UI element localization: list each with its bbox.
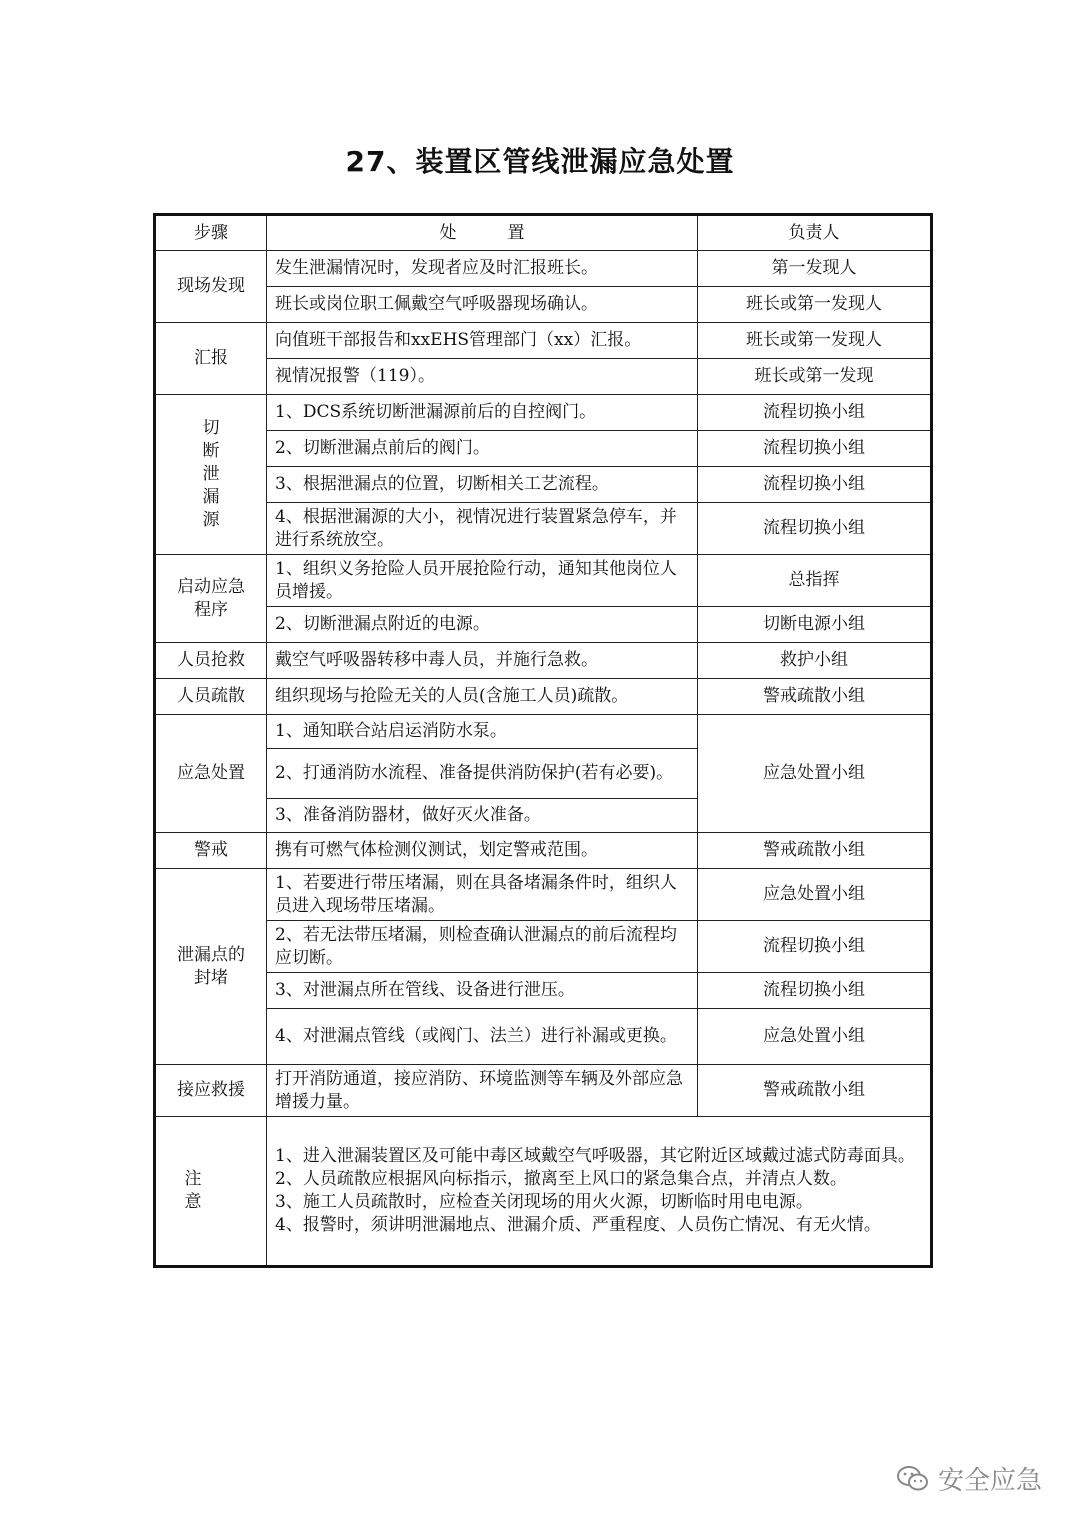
action-cell: 视情况报警（119）。 xyxy=(267,359,698,395)
owner-cell: 流程切换小组 xyxy=(698,973,932,1009)
note-item: 3、施工人员疏散时，应检查关闭现场的用火火源，切断临时用电电源。 xyxy=(275,1192,813,1212)
notes-row xyxy=(155,1117,932,1267)
action-cell: 2、若无法带压堵漏，则检查确认泄漏点的前后流程均应切断。 xyxy=(267,921,698,973)
owner-cell: 流程切换小组 xyxy=(698,431,932,467)
owner-cell: 警戒疏散小组 xyxy=(698,1065,932,1117)
page-title: 27、装置区管线泄漏应急处置 xyxy=(345,145,735,178)
wechat-icon xyxy=(896,1465,930,1493)
owner-cell: 班长或第一发现 xyxy=(698,359,932,395)
table-row xyxy=(155,467,932,503)
step-cell-vertical xyxy=(155,395,267,555)
table-row xyxy=(155,431,932,467)
action-cell: 戴空气呼吸器转移中毒人员，并施行急救。 xyxy=(267,643,698,679)
owner-cell: 流程切换小组 xyxy=(698,467,932,503)
step-cell: 启动应急程序 xyxy=(155,555,267,643)
header-owner: 负责人 xyxy=(698,215,932,251)
owner-cell: 救护小组 xyxy=(698,643,932,679)
action-cell: 组织现场与抢险无关的人员(含施工人员)疏散。 xyxy=(267,679,698,715)
owner-cell: 流程切换小组 xyxy=(698,503,932,555)
table-row xyxy=(155,679,932,715)
vertical-char: 泄 xyxy=(202,464,220,484)
vertical-char: 切 xyxy=(202,418,220,438)
table-row xyxy=(155,555,932,607)
action-cell: 3、准备消防器材，做好灭火准备。 xyxy=(267,799,698,833)
owner-cell: 第一发现人 xyxy=(698,251,932,287)
watermark xyxy=(896,1460,1042,1497)
note-item: 1、进入泄漏装置区及可能中毒区域戴空气呼吸器，其它附近区域戴过滤式防毒面具。 xyxy=(275,1146,915,1166)
owner-cell: 流程切换小组 xyxy=(698,921,932,973)
action-cell: 3、对泄漏点所在管线、设备进行泄压。 xyxy=(267,973,698,1009)
action-cell: 2、打通消防水流程、准备提供消防保护(若有必要)。 xyxy=(267,749,698,799)
table-row xyxy=(155,607,932,643)
action-cell: 发生泄漏情况时，发现者应及时汇报班长。 xyxy=(267,251,698,287)
table-row xyxy=(155,715,932,749)
table-row xyxy=(155,1065,932,1117)
step-cell: 人员疏散 xyxy=(155,679,267,715)
vertical-char: 断 xyxy=(202,441,220,461)
owner-cell: 应急处置小组 xyxy=(698,869,932,921)
action-cell: 1、通知联合站启运消防水泵。 xyxy=(267,715,698,749)
note-item: 2、人员疏散应根据风向标指示，撤离至上风口的紧急集合点，并清点人数。 xyxy=(275,1169,847,1189)
owner-cell: 班长或第一发现人 xyxy=(698,287,932,323)
action-cell: 4、对泄漏点管线（或阀门、法兰）进行补漏或更换。 xyxy=(267,1009,698,1065)
step-cell: 泄漏点的封堵 xyxy=(155,869,267,1065)
notes-cell xyxy=(267,1117,932,1267)
owner-cell: 应急处置小组 xyxy=(698,715,932,833)
action-cell: 向值班干部报告和xxEHS管理部门（xx）汇报。 xyxy=(267,323,698,359)
owner-cell: 切断电源小组 xyxy=(698,607,932,643)
header-action: 处 置 xyxy=(267,215,698,251)
table-row xyxy=(155,869,932,921)
note-item: 4、报警时，须讲明泄漏地点、泄漏介质、严重程度、人员伤亡情况、有无火情。 xyxy=(275,1215,881,1235)
action-cell: 4、根据泄漏源的大小，视情况进行装置紧急停车，并进行系统放空。 xyxy=(267,503,698,555)
header-step: 步骤 xyxy=(155,215,267,251)
action-cell: 1、DCS系统切断泄漏源前后的自控阀门。 xyxy=(267,395,698,431)
table-row xyxy=(155,643,932,679)
table-row xyxy=(155,503,932,555)
owner-cell: 警戒疏散小组 xyxy=(698,833,932,869)
action-cell: 班长或岗位职工佩戴空气呼吸器现场确认。 xyxy=(267,287,698,323)
step-cell: 汇报 xyxy=(155,323,267,395)
owner-cell: 班长或第一发现人 xyxy=(698,323,932,359)
action-cell: 1、组织义务抢险人员开展抢险行动，通知其他岗位人员增援。 xyxy=(267,555,698,607)
table-row xyxy=(155,359,932,395)
action-cell: 1、若要进行带压堵漏，则在具备堵漏条件时，组织人员进入现场带压堵漏。 xyxy=(267,869,698,921)
notes-label: 注意 xyxy=(155,1117,267,1267)
step-cell: 应急处置 xyxy=(155,715,267,833)
table-row xyxy=(155,395,932,431)
table-row xyxy=(155,323,932,359)
step-cell: 人员抢救 xyxy=(155,643,267,679)
step-cell: 现场发现 xyxy=(155,251,267,323)
action-cell: 3、根据泄漏点的位置，切断相关工艺流程。 xyxy=(267,467,698,503)
action-cell: 携有可燃气体检测仪测试，划定警戒范围。 xyxy=(267,833,698,869)
owner-cell: 应急处置小组 xyxy=(698,1009,932,1065)
table-row xyxy=(155,833,932,869)
table-row xyxy=(155,921,932,973)
vertical-char: 源 xyxy=(202,510,220,530)
action-cell: 打开消防通道，接应消防、环境监测等车辆及外部应急增援力量。 xyxy=(267,1065,698,1117)
procedure-table xyxy=(153,213,933,1268)
step-cell: 警戒 xyxy=(155,833,267,869)
owner-cell: 流程切换小组 xyxy=(698,395,932,431)
action-cell: 2、切断泄漏点前后的阀门。 xyxy=(267,431,698,467)
table-row xyxy=(155,1009,932,1065)
owner-cell: 总指挥 xyxy=(698,555,932,607)
action-cell: 2、切断泄漏点附近的电源。 xyxy=(267,607,698,643)
watermark-text: 安全应急 xyxy=(937,1466,1042,1496)
vertical-char: 漏 xyxy=(202,487,220,507)
step-cell: 接应救援 xyxy=(155,1065,267,1117)
table-row xyxy=(155,287,932,323)
table-row xyxy=(155,973,932,1009)
owner-cell: 警戒疏散小组 xyxy=(698,679,932,715)
table-row xyxy=(155,251,932,287)
table-header-row xyxy=(155,215,932,251)
